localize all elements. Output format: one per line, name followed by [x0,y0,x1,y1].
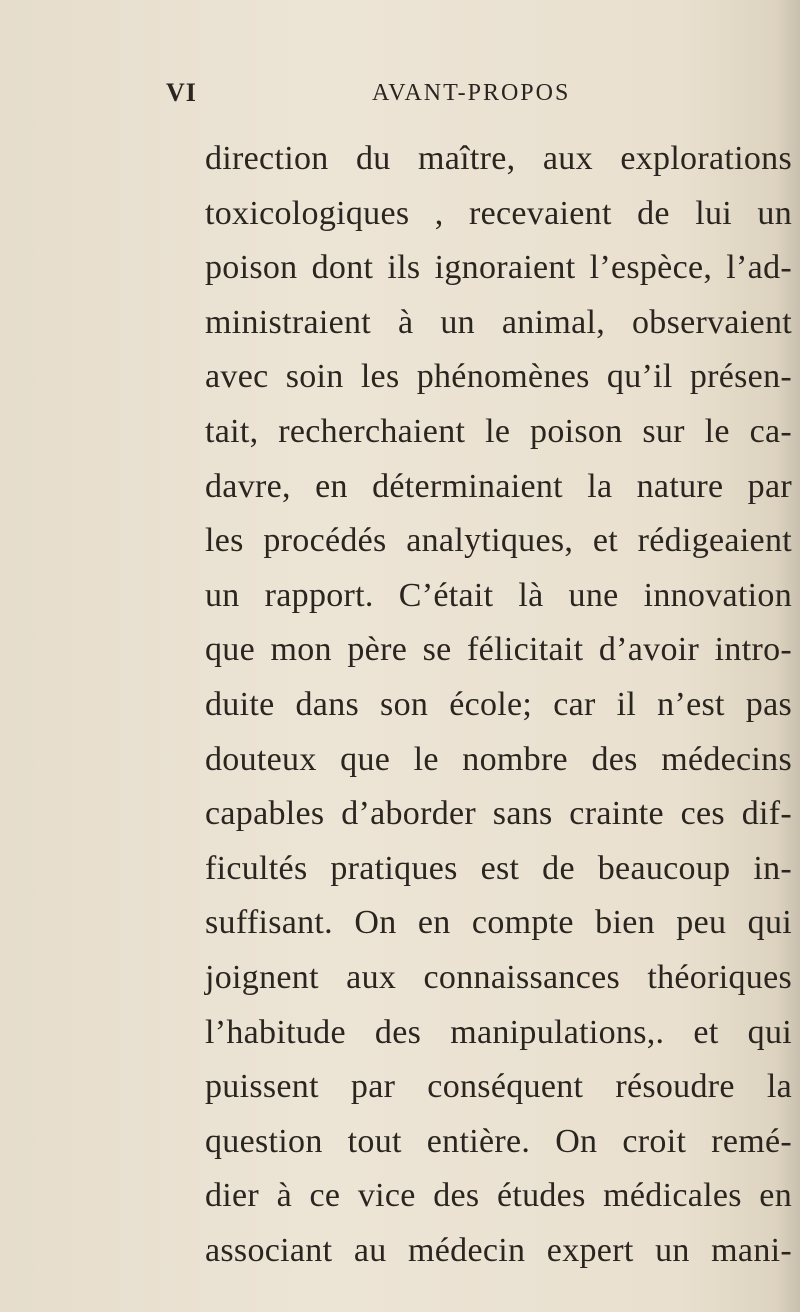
text-line: question tout entière. On croit remé- [205,1122,792,1160]
text-line: tait, recherchaient le poison sur le ca- [205,412,792,450]
running-title: AVANT-PROPOS [372,80,571,106]
text-line: suffisant. On en compte bien peu qui [205,904,792,942]
text-line: les procédés analytiques, et rédigeaient [205,522,792,560]
text-line: duite dans son école; car il n’est pas [205,685,792,723]
text-line: un rapport. C’était là une innovation [205,576,792,614]
text-line: ministraient à un animal, observaient [205,303,792,341]
text-line: associant au médecin expert un mani- [205,1231,792,1269]
text-line: davre, en déterminaient la nature par [205,467,792,505]
running-head [0,78,800,118]
text-line: que mon père se félicitait d’avoir intro- [205,631,792,669]
text-line: capables d’aborder sans crainte ces dif- [205,795,792,833]
text-line: avec soin les phénomènes qu’il présen- [205,358,792,396]
text-line: ficultés pratiques est de beaucoup in- [205,849,792,887]
text-line: direction du maître, aux explorations [205,140,792,177]
text-line: dier à ce vice des études médicales en [205,1177,792,1215]
text-line: puissent par conséquent résoudre la [205,1068,792,1106]
page-number: VI [166,78,197,107]
text-line: joignent aux connaissances théoriques [205,958,792,996]
body-text [205,132,792,1278]
text-line: toxicologiques , recevaient de lui un [205,194,792,232]
text-line: l’habitude des manipulations,. et qui [205,1013,792,1051]
text-line: douteux que le nombre des médecins [205,740,792,778]
text-line: poison dont ils ignoraient l’espèce, l’ad- [205,249,792,287]
